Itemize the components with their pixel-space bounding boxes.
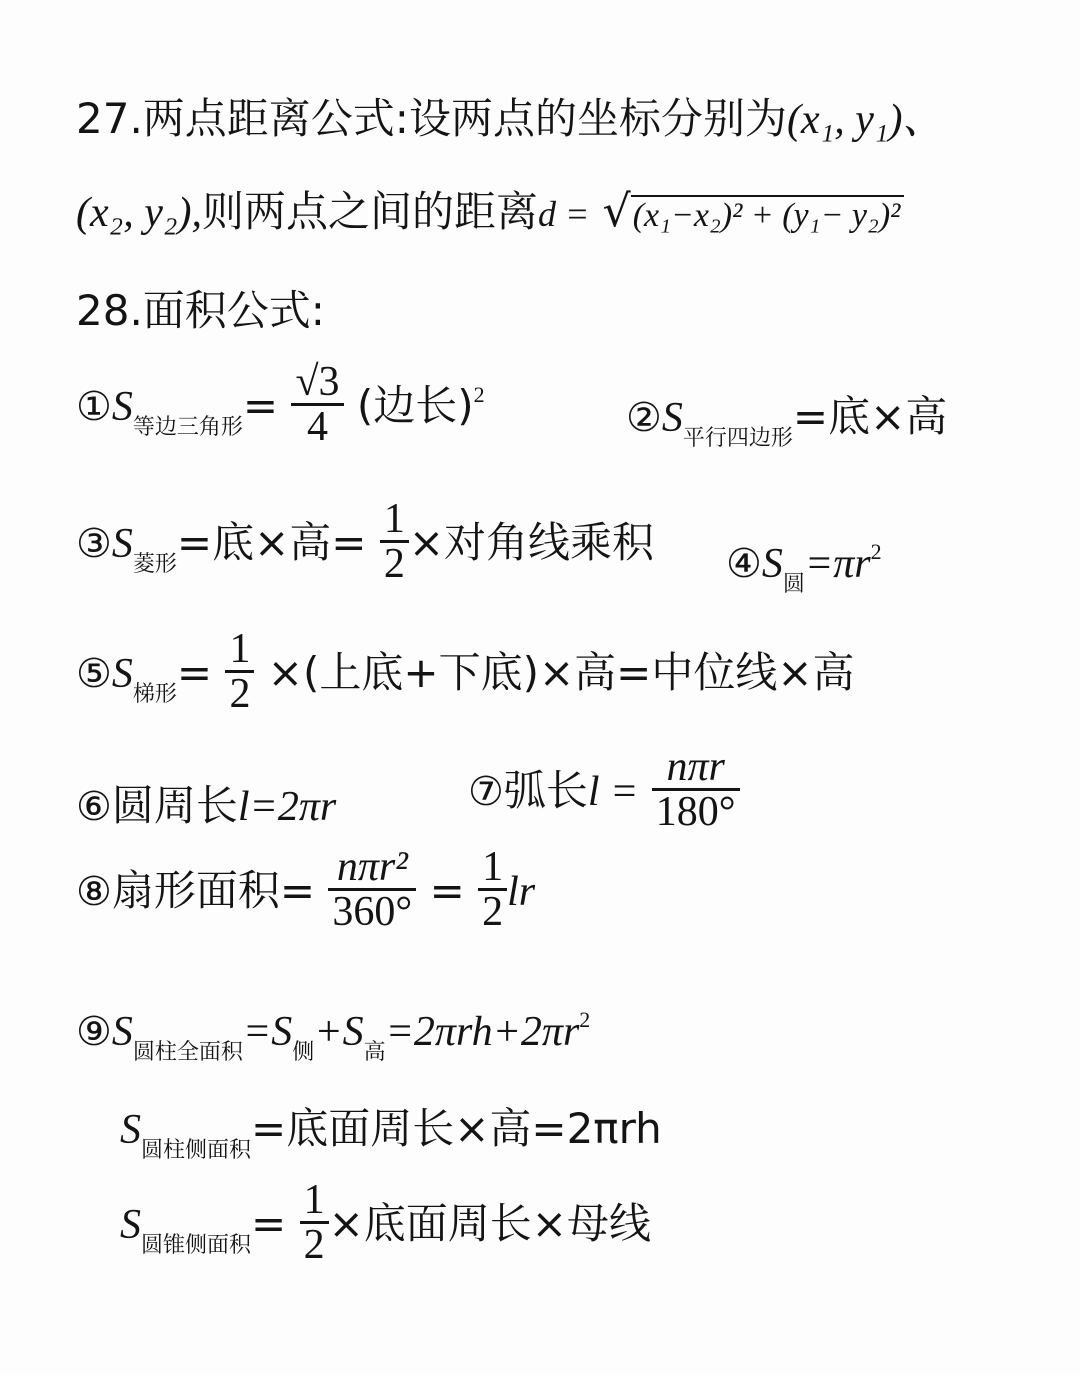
formula-8: ⑧扇形面积= $\frac{\text{nπr²}}{360^\circ}$ = $\frac{1}{2}$ lr [76, 844, 536, 935]
tail-text: (边长) [356, 381, 474, 430]
item-27-text: 设两点的坐标分别为 [408, 94, 787, 143]
equals: = [242, 381, 279, 430]
formula-4: $④S_圆=\pi r^2$ [726, 539, 882, 597]
fraction: $\frac{1}{2}$ [300, 1179, 329, 1266]
item-27-line1 [76, 94, 945, 143]
formula-11: $S_{圆锥侧面积}=$ $\frac{1}{2}$ ×底面周长×母线 [120, 1177, 651, 1268]
formula-5: $⑤S_{梯形}=$ $\frac{1}{2}$ ×(上底+下底)×高=中位线×高 [76, 626, 855, 717]
distance-radicand: (x₁−x₂)² + (y₁− y₂)² [631, 195, 905, 233]
formula-7: ⑦弧长l = $\frac{\text{nπr}}{180^\circ}$ [468, 750, 740, 837]
formula-1 [76, 359, 485, 452]
formula-2: $②S_{平行四边形}=$底×高 [626, 392, 948, 451]
formula-6: ⑥圆周长l=2πr [76, 781, 337, 830]
fraction: $\frac{1}{2}$ [478, 846, 507, 933]
distance-lhs: d = [537, 194, 590, 234]
fraction: $\frac{√3}{4}$ [291, 361, 343, 448]
fraction: $\frac{1}{2}$ [380, 498, 409, 585]
fraction: $\frac{\text{nπr}}{180^\circ}$ [652, 746, 740, 833]
fraction: $\frac{1}{2}$ [225, 628, 254, 715]
fraction: $\frac{\text{nπr²}}{360^\circ}$ [328, 846, 416, 933]
point-1: (x₁, y₁)、 [786, 97, 945, 143]
item-27-text2: 则两点之间的距离 [201, 187, 538, 236]
circled-1: ① [76, 384, 112, 430]
point-2: (x₂, y₂), [76, 190, 202, 236]
sqrt-sign: √ [602, 186, 631, 237]
item-28-label: 28.面积公式: [76, 286, 325, 335]
s-symbol: S [111, 384, 133, 430]
formula-10: $S_{圆柱侧面积}=$底面周长×高=2πrh [120, 1104, 662, 1163]
subscript: 等边三角形 [132, 415, 243, 440]
superscript: 2 [473, 382, 485, 407]
item-27-line2 [76, 186, 904, 237]
formula-9: $⑨S_{圆柱全面积}=S_侧+S_高=2\pi rh+2\pi r^2$ [76, 1007, 591, 1065]
formula-3: $③S_{菱形}=$底×高= $\frac{1}{2}$ ×对角线乘积 [76, 496, 655, 587]
item-27-label: 27.两点距离公式: [76, 94, 409, 143]
